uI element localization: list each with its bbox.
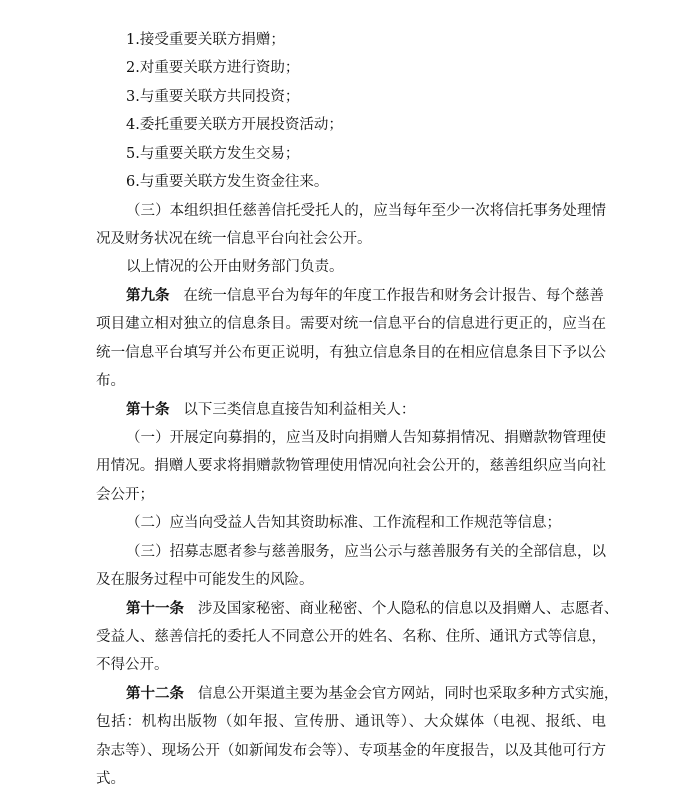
- article-12-line: 式。: [96, 771, 125, 787]
- article-10-sub-2: （二）应当向受益人告知其资助标准、工作流程和工作规范等信息；: [126, 515, 561, 531]
- article-10-sub-3-line: 及在服务过程中可能发生的风险。: [96, 572, 314, 588]
- article-10-heading: 第十条: [126, 401, 170, 418]
- clause-3-line: 况及财务状况在统一信息平台向社会公开。: [96, 231, 372, 247]
- article-9-line: 布。: [96, 373, 125, 389]
- article-12-text: 信息公开渠道主要为基金会官方网站，同时也采取多种方式实施，: [197, 686, 619, 702]
- article-12-line: 包括：机构出版物（如年报、宣传册、通讯等）、大众媒体（电视、报纸、电: [96, 714, 606, 730]
- list-item: 4.委托重要关联方开展投资活动；: [126, 117, 343, 133]
- article-9-text: 在统一信息平台为每年的年度工作报告和财务会计报告、每个慈善: [183, 288, 604, 304]
- article-9-line: 项目建立相对独立的信息条目。需要对统一信息平台的信息进行更正的，应当在: [96, 316, 606, 332]
- list-item: 3.与重要关联方共同投资；: [126, 89, 300, 105]
- responsibility-note: 以上情况的公开由财务部门负责。: [126, 259, 344, 275]
- article-11-line: 受益人、慈善信托的委托人不同意公开的姓名、名称、住所、通讯方式等信息，: [96, 629, 606, 645]
- list-item: 1.接受重要关联方捐赠；: [126, 32, 285, 48]
- list-item: 2.对重要关联方进行资助；: [126, 60, 300, 76]
- article-9-heading: 第九条: [126, 287, 170, 304]
- article-12-line: 杂志等）、现场公开（如新闻发布会等）、专项基金的年度报告，以及其他可行方: [96, 743, 606, 759]
- article-10-first-line: [126, 400, 646, 420]
- article-10-text: 以下三类信息直接告知利益相关人：: [183, 402, 416, 418]
- article-10-sub-1-line: 会公开；: [96, 487, 154, 503]
- article-9-line: 统一信息平台填写并公布更正说明，有独立信息条目的在相应信息条目下予以公: [96, 345, 606, 361]
- article-11-first-line: [126, 599, 646, 619]
- clause-3-line: （三）本组织担任慈善信托受托人的，应当每年至少一次将信托事务处理情: [126, 203, 606, 219]
- article-11-text: 涉及国家秘密、商业秘密、个人隐私的信息以及捐赠人、志愿者、: [197, 601, 619, 617]
- list-item: 5.与重要关联方发生交易；: [126, 146, 300, 162]
- article-10-sub-3-line: （三）招募志愿者参与慈善服务，应当公示与慈善服务有关的全部信息，以: [126, 544, 606, 560]
- article-9-first-line: [126, 286, 646, 306]
- article-11-heading: 第十一条: [126, 600, 184, 617]
- article-12-first-line: [126, 684, 646, 704]
- article-10-sub-1-line: 用情况。捐赠人要求将捐赠款物管理使用情况向社会公开的，慈善组织应当向社: [96, 458, 606, 474]
- article-11-line: 不得公开。: [96, 657, 169, 673]
- list-item: 6.与重要关联方发生资金往来。: [126, 174, 329, 190]
- article-12-heading: 第十二条: [126, 685, 184, 702]
- article-10-sub-1-line: （一）开展定向募捐的，应当及时向捐赠人告知募捐情况、捐赠款物管理使: [126, 430, 606, 446]
